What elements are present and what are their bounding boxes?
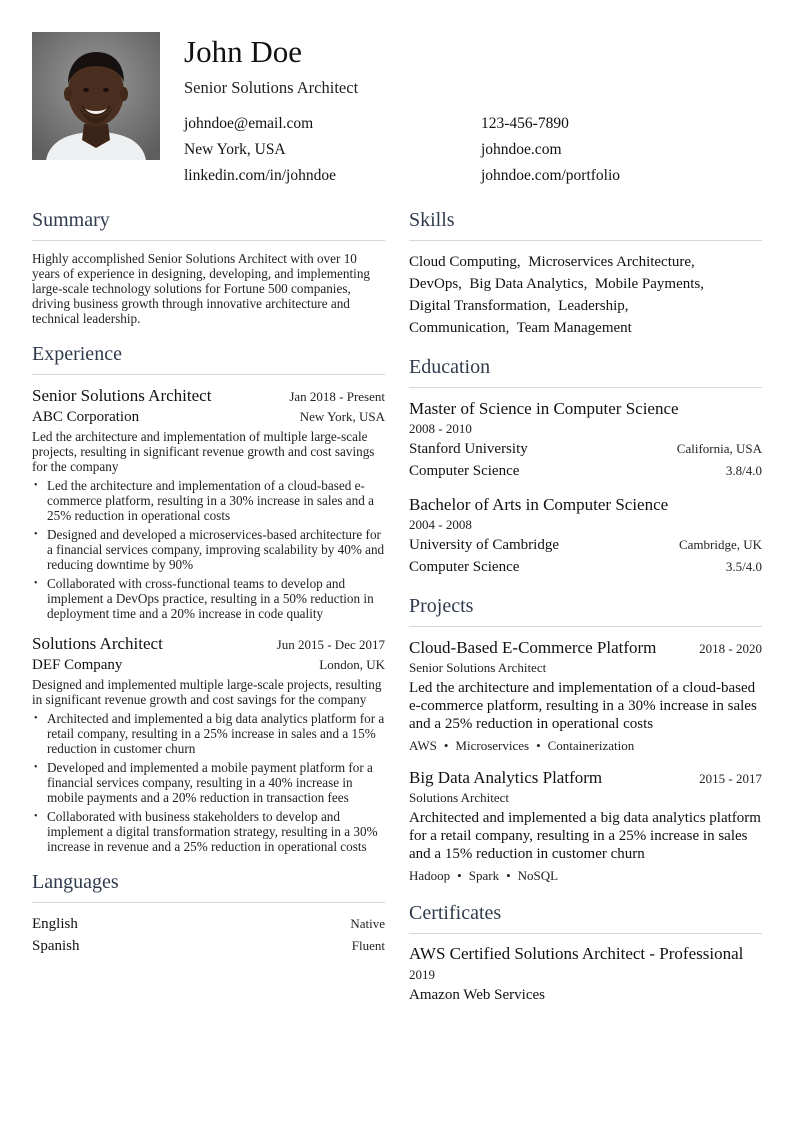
experience-bullet: • Led the architecture and implementation of a cloud-based e-commerce platform, resulting in a 30% increase in sales and a 25% reduction in operational costs <box>32 478 385 523</box>
project-description: Led the architecture and implementation of a cloud-based e-commerce platform, resulting in a 30% increase in sales and a 25% reduction in operational costs <box>409 680 757 732</box>
experience-date: Jun 2015 - Dec 2017 <box>276 637 385 652</box>
education-school: Stanford University <box>409 441 528 457</box>
project-role: Solutions Architect <box>409 790 510 805</box>
experience-role: Senior Solutions Architect <box>32 386 212 405</box>
language-name: English <box>32 916 78 932</box>
summary-text: Highly accomplished Senior Solutions Architect with over 10 years of experience in designing, developing, and implementing large-scale technology solutions for Fortune 500 companies, driving business growth through innovative architecture and technical leadership. <box>32 251 371 326</box>
experience-company: DEF Company <box>32 657 123 673</box>
project-tags <box>409 737 762 755</box>
project-tag: NoSQL <box>517 868 559 883</box>
experience-bullet: • Architected and implemented a big data analytics platform for a retail company, resulting in a 25% increase in sales and a 15% reduction in customer churn <box>32 711 385 756</box>
portfolio-link[interactable]: johndoe.com/portfolio <box>481 167 621 184</box>
experience-item <box>32 633 385 854</box>
experience-location: New York, USA <box>299 409 385 424</box>
education-field: Computer Science <box>409 559 520 575</box>
tag-separator: • <box>457 868 462 883</box>
language-item <box>32 935 385 957</box>
education-school: University of Cambridge <box>409 537 559 553</box>
skills-list <box>409 251 762 339</box>
education-degree: Bachelor of Arts in Computer Science <box>409 495 669 514</box>
tag-separator: • <box>536 738 541 753</box>
language-level: Native <box>350 916 385 931</box>
project-tag: Hadoop <box>409 868 451 883</box>
languages-section <box>32 868 385 957</box>
project-tag: Microservices <box>455 738 530 753</box>
skill-item: Mobile Payments, <box>594 276 704 292</box>
certificates-section <box>409 899 762 1005</box>
project-date: 2015 - 2017 <box>699 771 762 786</box>
project-name: Cloud-Based E-Commerce Platform <box>409 638 657 657</box>
experience-description: Led the architecture and implementation of multiple large-scale projects, resulting in significant revenue growth and cost savings for the company <box>32 429 375 474</box>
tag-separator: • <box>443 738 449 753</box>
education-gpa: 3.5/4.0 <box>725 559 762 574</box>
skills-section <box>409 206 762 339</box>
certificate-item <box>409 944 762 1005</box>
project-item <box>409 637 762 755</box>
project-tag: AWS <box>409 738 437 753</box>
experience-bullet: • Designed and developed a microservices-based architecture for a financial services company, improving scalability by 40% and reducing downtime by 90% <box>32 527 385 572</box>
section-title-skills: Skills <box>409 206 762 241</box>
skill-item: Communication, <box>409 320 510 336</box>
education-date: 2004 - 2008 <box>409 517 472 532</box>
experience-item <box>32 385 385 621</box>
skill-item: Big Data Analytics, <box>469 276 588 292</box>
skill-item: Microservices Architecture, <box>528 254 695 270</box>
project-tag: Containerization <box>547 738 635 753</box>
profile-photo-portrait <box>32 32 160 160</box>
section-title-summary: Summary <box>32 206 385 241</box>
education-degree: Master of Science in Computer Science <box>409 399 679 418</box>
language-level: Fluent <box>351 938 385 953</box>
skill-item: DevOps, <box>409 276 462 292</box>
education-item <box>409 494 762 578</box>
project-role: Senior Solutions Architect <box>409 660 547 675</box>
skill-item: Leadership, <box>558 298 629 314</box>
section-title-projects: Projects <box>409 592 762 627</box>
certificate-date: 2019 <box>409 967 435 982</box>
language-item <box>32 913 385 935</box>
education-location: California, USA <box>676 441 762 456</box>
education-item <box>409 398 762 482</box>
experience-bullet: • Developed and implemented a mobile payment platform for a financial services company, resulting in a 40% increase in mobile payments and a 20% reduction in transaction fees <box>32 760 385 805</box>
right-column <box>409 206 762 1019</box>
experience-location: London, UK <box>319 657 385 672</box>
project-tags <box>409 867 762 885</box>
candidate-name: John Doe <box>184 34 302 69</box>
linkedin-link[interactable]: linkedin.com/in/johndoe <box>184 167 336 184</box>
education-section <box>409 353 762 578</box>
experience-bullet: • Collaborated with cross-functional teams to develop and implement a DevOps practice, resulting in a 50% reduction in deployment time and a 20% increase in code quality <box>32 576 385 621</box>
candidate-title: Senior Solutions Architect <box>184 78 359 97</box>
website-link[interactable]: johndoe.com <box>481 141 562 158</box>
left-column <box>32 206 385 971</box>
experience-bullet: • Collaborated with business stakeholders to develop and implement a digital transformation strategy, resulting in a 30% increase in revenue and a 25% reduction in operational costs <box>32 809 385 854</box>
section-title-languages: Languages <box>32 868 385 903</box>
education-field: Computer Science <box>409 463 520 479</box>
project-tag: Spark <box>468 868 500 883</box>
project-name: Big Data Analytics Platform <box>409 768 603 787</box>
section-title-education: Education <box>409 353 762 388</box>
skill-item: Digital Transformation, <box>409 298 551 314</box>
project-description: Architected and implemented a big data analytics platform for a retail company, resulting in a 25% increase in sales and a 15% reduction in customer churn <box>409 810 761 862</box>
experience-description: Designed and implemented multiple large-scale projects, resulting in significant revenue growth and cost savings for the company <box>32 677 382 707</box>
experience-date: Jan 2018 - Present <box>289 389 385 404</box>
education-gpa: 3.8/4.0 <box>725 463 762 478</box>
phone-text: 123-456-7890 <box>481 115 569 132</box>
location-text: New York, USA <box>184 141 286 158</box>
resume-header <box>32 32 762 192</box>
education-location: Cambridge, UK <box>678 537 762 552</box>
certificate-issuer: Amazon Web Services <box>409 987 545 1003</box>
project-item <box>409 767 762 885</box>
section-title-certificates: Certificates <box>409 899 762 934</box>
profile-photo <box>32 32 160 160</box>
tag-separator: • <box>506 868 511 883</box>
project-date: 2018 - 2020 <box>699 641 762 656</box>
education-date: 2008 - 2010 <box>409 421 472 436</box>
experience-section <box>32 340 385 854</box>
experience-bullets <box>32 478 385 621</box>
summary-section <box>32 206 385 326</box>
section-title-experience: Experience <box>32 340 385 375</box>
experience-company: ABC Corporation <box>32 409 140 425</box>
skill-item: Cloud Computing, <box>409 254 521 270</box>
projects-section <box>409 592 762 885</box>
language-name: Spanish <box>32 938 80 954</box>
experience-role: Solutions Architect <box>32 634 163 653</box>
email-link[interactable]: johndoe@email.com <box>184 115 314 132</box>
skill-item: Team Management <box>516 320 632 336</box>
experience-bullets <box>32 711 385 854</box>
certificate-name: AWS Certified Solutions Architect - Professional <box>409 944 744 963</box>
